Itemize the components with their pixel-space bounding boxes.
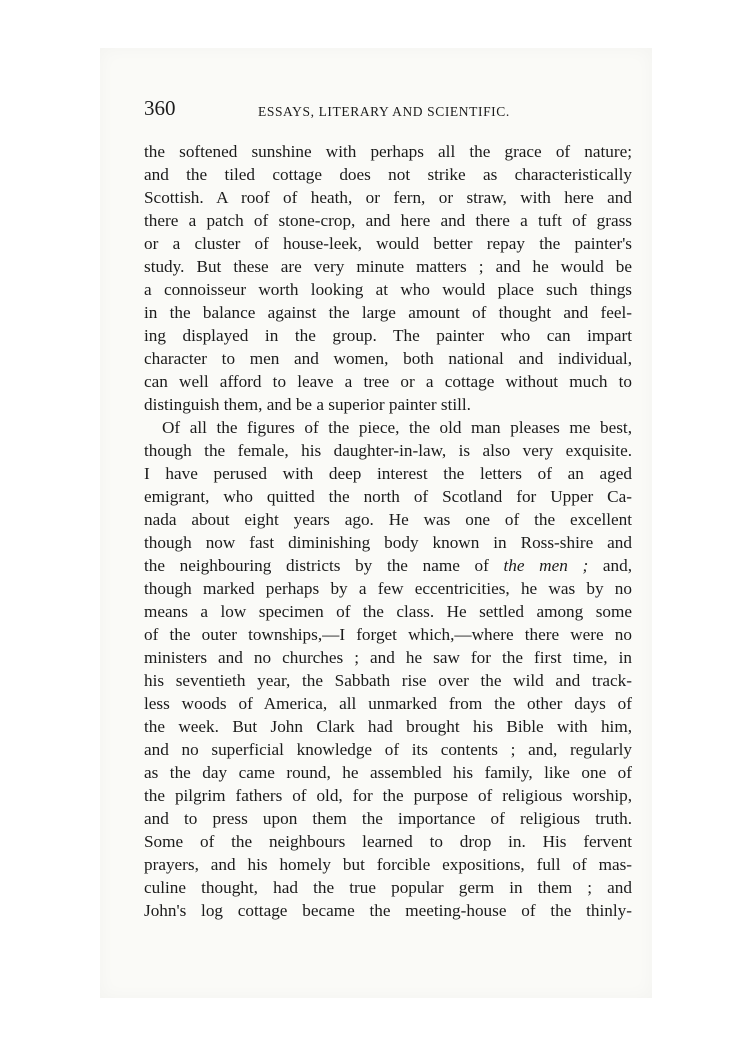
text-line: though marked perhaps by a few eccentricities, he was by no xyxy=(144,579,632,598)
text-line: emigrant, who quitted the north of Scotland for Upper Ca- xyxy=(144,487,632,506)
text-line: can well afford to leave a tree or a cottage without much to xyxy=(144,372,632,391)
text-line: less woods of America, all unmarked from the other days of xyxy=(144,694,632,713)
text-line: prayers, and his homely but forcible expositions, full of mas- xyxy=(144,855,632,874)
text-fragment: and, xyxy=(602,556,632,575)
text-line: there a patch of stone-crop, and here and there a tuft of grass xyxy=(144,211,632,230)
text-line: ing displayed in the group. The painter who can impart xyxy=(144,326,632,345)
running-head: ESSAYS, LITERARY AND SCIENTIFIC. xyxy=(258,104,510,119)
text-line: in the balance against the large amount of thought and feel- xyxy=(144,303,632,322)
text-line: Of all the figures of the piece, the old man pleases me best, xyxy=(162,418,632,437)
text-line: the week. But John Clark had brought his Bible with him, xyxy=(144,717,632,736)
text-line: Some of the neighbours learned to drop in. His fervent xyxy=(144,832,632,851)
text-line: though the female, his daughter-in-law, is also very exquisite. xyxy=(144,441,632,460)
italic-phrase: the men ; xyxy=(503,556,589,575)
text-line: character to men and women, both national and individual, xyxy=(144,349,632,368)
text-line: nada about eight years ago. He was one of the excellent xyxy=(144,510,632,529)
text-line: and no superficial knowledge of its contents ; and, regularly xyxy=(144,740,632,759)
text-line: John's log cottage became the meeting-house of the thinly- xyxy=(144,901,632,920)
text-line: a connoisseur worth looking at who would place such things xyxy=(144,280,632,299)
text-line: and to press upon them the importance of religious truth. xyxy=(144,809,632,828)
body-text xyxy=(144,140,632,922)
text-fragment: the neighbouring districts by the name of xyxy=(144,556,489,575)
text-line: and the tiled cottage does not strike as characteristically xyxy=(144,165,632,184)
text-line: distinguish them, and be a superior painter still. xyxy=(144,395,471,414)
text-line: study. But these are very minute matters ; and he would be xyxy=(144,257,632,276)
text-line: I have perused with deep interest the letters of an aged xyxy=(144,464,632,483)
text-line: means a low specimen of the class. He settled among some xyxy=(144,602,632,621)
text-line: of the outer townships,—I forget which,—where there were no xyxy=(144,625,632,644)
text-line: ministers and no churches ; and he saw for the first time, in xyxy=(144,648,632,667)
page-number: 360 xyxy=(144,96,176,120)
text-line: culine thought, had the true popular germ in them ; and xyxy=(144,878,632,897)
text-line-with-italic xyxy=(144,554,632,577)
text-line: the softened sunshine with perhaps all the grace of nature; xyxy=(144,142,632,161)
text-line: as the day came round, he assembled his family, like one of xyxy=(144,763,632,782)
text-line: the pilgrim fathers of old, for the purpose of religious worship, xyxy=(144,786,632,805)
text-line: his seventieth year, the Sabbath rise over the wild and track- xyxy=(144,671,632,690)
text-line: though now fast diminishing body known in Ross-shire and xyxy=(144,533,632,552)
text-line: Scottish. A roof of heath, or fern, or straw, with here and xyxy=(144,188,632,207)
text-line: or a cluster of house-leek, would better repay the painter's xyxy=(144,234,632,253)
